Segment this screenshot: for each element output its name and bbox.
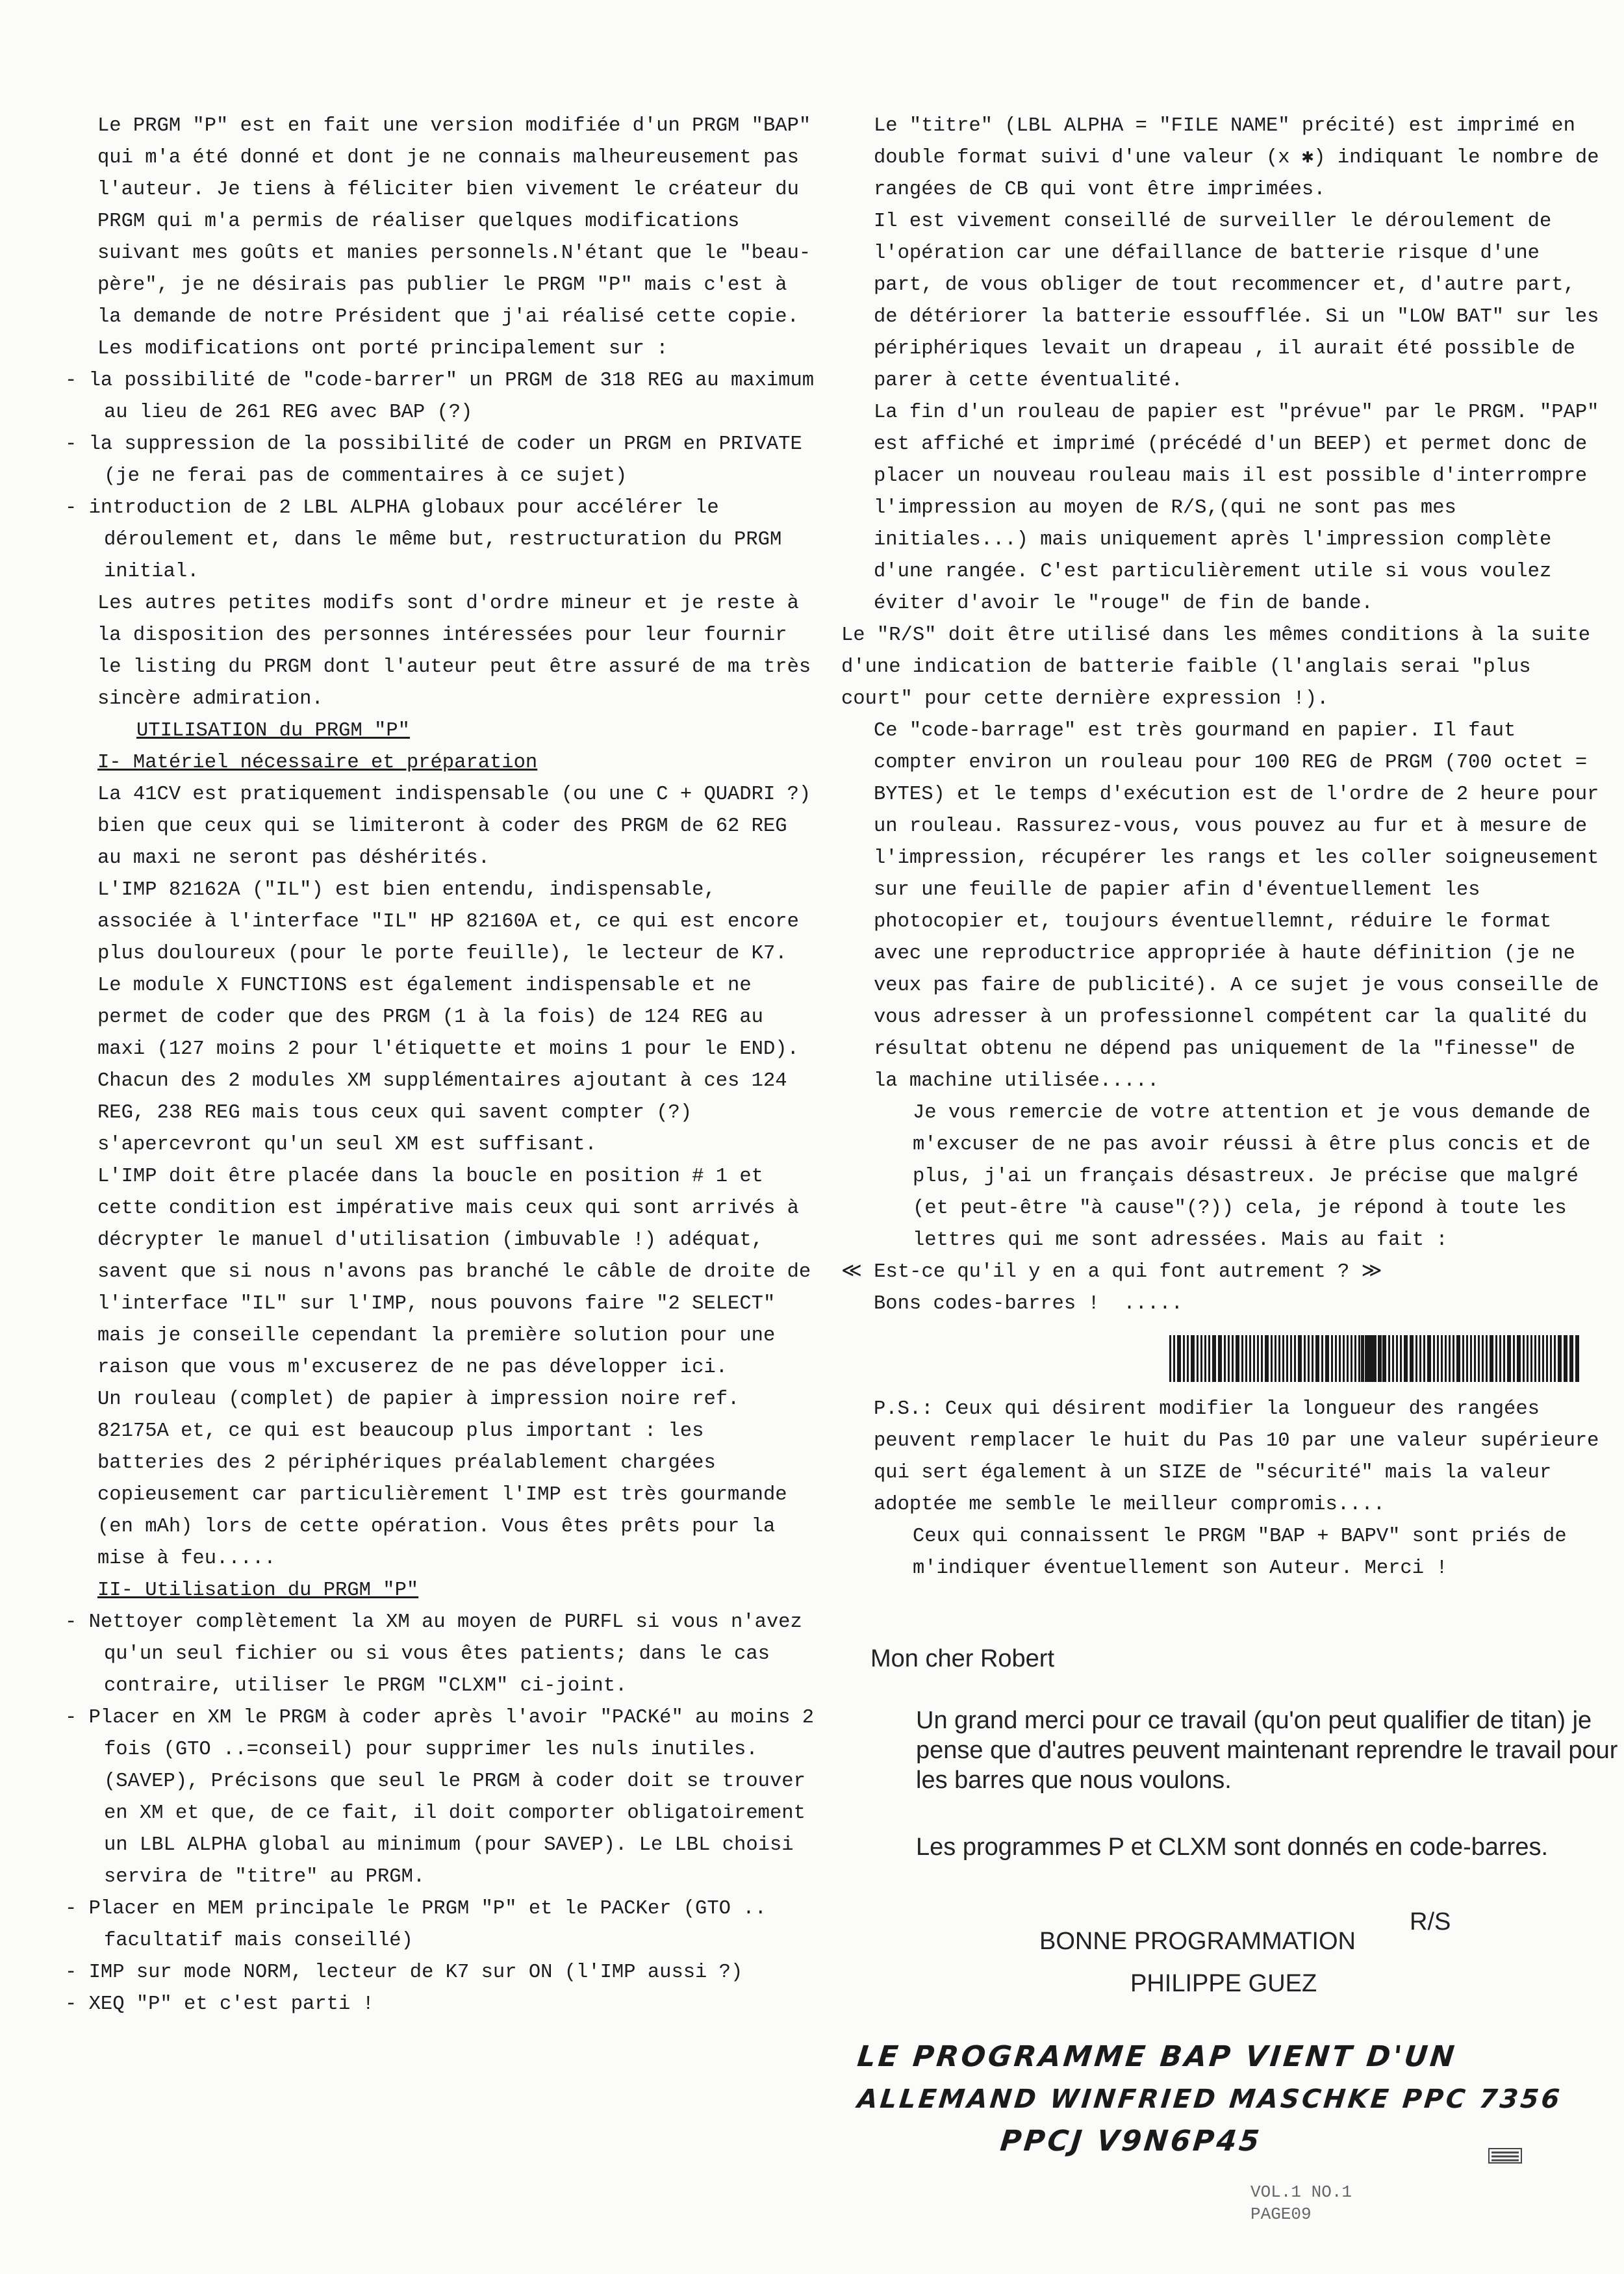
left-column-paragraph: - la suppression de la possibilité de coder un PRGM en PRIVATE (je ne ferai pas de commentaires à ce sujet)	[65, 433, 815, 487]
postscript-paragraph: Ceux qui connaissent le PRGM "BAP + BAPV" sont priés de m'indiquer éventuellement son Auteur. Merci !	[913, 1526, 1579, 1579]
right-column-paragraph: ≪ Est-ce qu'il y en a qui font autrement ? ≫	[841, 1261, 1382, 1283]
right-column-paragraph: Le "R/S" doit être utilisé dans les mêmes conditions à la suite d'une indication de batterie faible (l'anglais serai "plus court" pour cette dernière expression !).	[841, 624, 1603, 710]
footer-volume: VOL.1 NO.1	[1250, 2182, 1352, 2202]
left-column-paragraph: - Placer en MEM principale le PRGM "P" et le PACKer (GTO .. facultatif mais conseillé)	[65, 1898, 779, 1952]
left-column-paragraph: UTILISATION du PRGM "P"	[136, 720, 410, 742]
left-column-paragraph: - introduction de 2 LBL ALPHA globaux pour accélérer le déroulement et, dans le même but, restructuration du PRGM initial.	[65, 497, 794, 583]
left-column-paragraph: - la possibilité de "code-barrer" un PRGM de 318 REG au maximum au lieu de 261 REG avec BAP (?)	[65, 370, 826, 424]
postscript	[841, 1394, 1611, 1585]
letter-salutation: Mon cher Robert	[870, 1645, 1055, 1672]
left-column-paragraph: - XEQ "P" et c'est parti !	[65, 1993, 374, 2015]
right-column-paragraph: Bons codes-barres ! .....	[874, 1293, 1183, 1315]
handwritten-note-line-3: PPCJ V9N6P45	[998, 2125, 1263, 2158]
right-column-paragraph: La fin d'un rouleau de papier est "prévue" par le PRGM. "PAP" est affiché et imprimé (précédé d'un BEEP) et permet donc de placer un nouveau rouleau mais il est possible d'interrompre l'impression au moyen de R/S,(qui ne sont pas mes initiales...) mais uniquement après l'impression complète d'une rangée. C'est particulièrement utile si vous voulez éviter d'avoir le "rouge" de fin de bande.	[874, 402, 1611, 615]
letter-body-2: Les programmes P et CLXM sont donnés en code-barres.	[916, 1833, 1549, 1861]
right-column-paragraph: Il est vivement conseillé de surveiller le déroulement de l'opération car une défaillance de batterie risque d'une part, de vous obliger de tout recommencer et, d'autre part, de détériorer la batterie essoufflée. Si un "LOW BAT" sur les périphériques levait un drapeau , il aurait été possible de parer à cette éventualité.	[874, 211, 1611, 392]
left-column-paragraph: La 41CV est pratiquement indispensable (ou une C + QUADRI ?) bien que ceux qui se limiteront à coder des PRGM de 62 REG au maxi ne seront pas déshérités.	[97, 784, 823, 869]
club-logo-icon	[1488, 2146, 1523, 2165]
letter-closing: BONNE PROGRAMMATION	[1039, 1928, 1356, 1955]
right-column-paragraph: Ce "code-barrage" est très gourmand en papier. Il faut compter environ un rouleau pour 100 REG de PRGM (700 octet = BYTES) et le temps d'exécution est de l'ordre de 2 heure pour un rouleau. Rassurez-vous, vous pouvez au fur et à mesure de l'impression, récupérer les rangs et les coller soigneusement sur une feuille de papier afin d'éventuellement les photocopier et, toujours éventuellemnt, réduire le format avec une reproductrice appropriée à haute définition (je ne veux pas faire de publicité). A ce sujet je vous conseille de vous adresser à un professionnel compétent car la qualité du résultat obtenu ne dépend pas uniquement de la "finesse" de la machine utilisée.....	[874, 720, 1611, 1092]
left-column-paragraph: Les autres petites modifs sont d'ordre mineur et je reste à la disposition des personnes intéressées pour leur fournir le listing du PRGM dont l'auteur peut être assuré de ma très sincère admiration.	[97, 593, 823, 710]
letter-signature: PHILIPPE GUEZ	[1130, 1970, 1317, 1997]
left-column-paragraph: L'IMP 82162A ("IL") est bien entendu, indispensable, associée à l'interface "IL" HP 82160A et, ce qui est encore plus douloureux (pour le porte feuille), le lecteur de K7. Le module X FUNCTIONS est également indispensable et ne permet de coder que des PRGM (1 à la fois) de 124 REG au maxi (127 moins 2 pour l'étiquette et moins 1 pour le END). Chacun des 2 modules XM supplémentaires ajoutant à ces 124 REG, 238 REG mais tous ceux qui savent compter (?) s'apercevront qu'un seul XM est suffisant.	[97, 879, 811, 1156]
barcode-sample-left	[1169, 1335, 1384, 1382]
right-column-paragraph: Je vous remercie de votre attention et je vous demande de m'excuser de ne pas avoir réussi à être plus concis et de plus, j'ai un français désastreux. Je précise que malgré (et peut-être "à cause"(?)) cela, je répond à toute les lettres qui me sont adressées. Mais au fait :	[913, 1102, 1603, 1251]
letter-body-1: Un grand merci pour ce travail (qu'on peut qualifier de titan) je pense que d'autres peuvent maintenant reprendre le travail pour les barres que nous voulons.	[916, 1707, 1618, 1794]
letter-rs: R/S	[1410, 1908, 1451, 1935]
left-column-paragraph: L'IMP doit être placée dans la boucle en position # 1 et cette condition est impérative mais ceux qui sont arrivés à décrypter le manuel d'utilisation (imbuvable !) adéquat, savent que si nous n'avons pas branché le câble de droite de l'interface "IL" sur l'IMP, nous pouvons faire "2 SELECT" mais je conseille cependant la première solution pour une raison que vous m'excuserez de ne pas développer ici.	[97, 1166, 823, 1379]
left-column-paragraph: II- Utilisation du PRGM "P"	[97, 1579, 419, 1602]
left-column	[65, 110, 826, 2021]
right-column-paragraph: Le "titre" (LBL ALPHA = "FILE NAME" précité) est imprimé en double format suivi d'une valeur (x ✱) indiquant le nombre de rangées de CB qui vont être imprimées.	[874, 115, 1611, 201]
left-column-paragraph: - IMP sur mode NORM, lecteur de K7 sur ON (l'IMP aussi ?)	[65, 1961, 743, 1984]
handwritten-note-line-2: ALLEMAND WINFRIED MASCHKE PPC 7356	[856, 2084, 1564, 2114]
left-column-paragraph: Les modifications ont porté principalement sur :	[97, 338, 668, 360]
left-column-paragraph: Un rouleau (complet) de papier à impression noire ref. 82175A et, ce qui est beaucoup plus important : les batteries des 2 périphériques préalablement chargées copieusement car particulièrement l'IMP est très gourmande (en mAh) lors de cette opération. Vous êtes prêts pour la mise à feu.....	[97, 1388, 799, 1570]
right-column	[841, 110, 1611, 1320]
postscript-paragraph: P.S.: Ceux qui désirent modifier la longueur des rangées peuvent remplacer le huit du Pas 10 par une valeur supérieure qui sert également à un SIZE de "sécurité" mais la valeur adoptée me semble le meilleur compromis....	[874, 1398, 1611, 1516]
left-column-paragraph: I- Matériel nécessaire et préparation	[97, 752, 538, 774]
handwritten-note-line-1: LE PROGRAMME BAP VIENT D'UN	[856, 2040, 1459, 2073]
footer-page-number: PAGE09	[1250, 2204, 1312, 2224]
barcode-sample-right	[1361, 1335, 1582, 1382]
left-column-paragraph: Le PRGM "P" est en fait une version modifiée d'un PRGM "BAP" qui m'a été donné et dont je ne connais malheureusement pas l'auteur. Je tiens à féliciter bien vivement le créateur du PRGM qui m'a permis de réaliser quelques modifications suivant mes goûts et manies personnels.N'étant que le "beau-père", je ne désirais pas publier le PRGM "P" mais c'est à la demande de notre Président que j'ai réalisé cette copie.	[97, 115, 823, 328]
left-column-paragraph: - Placer en XM le PRGM à coder après l'avoir "PACKé" au moins 2 fois (GTO ..=conseil) pour supprimer les nuls inutiles. (SAVEP), Précisons que seul le PRGM à coder doit se trouver en XM et que, de ce fait, il doit comporter obligatoirement un LBL ALPHA global au minimum (pour SAVEP). Le LBL choisi servira de "titre" au PRGM.	[65, 1707, 826, 1888]
left-column-paragraph: - Nettoyer complètement la XM au moyen de PURFL si vous n'avez qu'un seul fichier ou si vous êtes patients; dans le cas contraire, utiliser le PRGM "CLXM" ci-joint.	[65, 1611, 815, 1697]
